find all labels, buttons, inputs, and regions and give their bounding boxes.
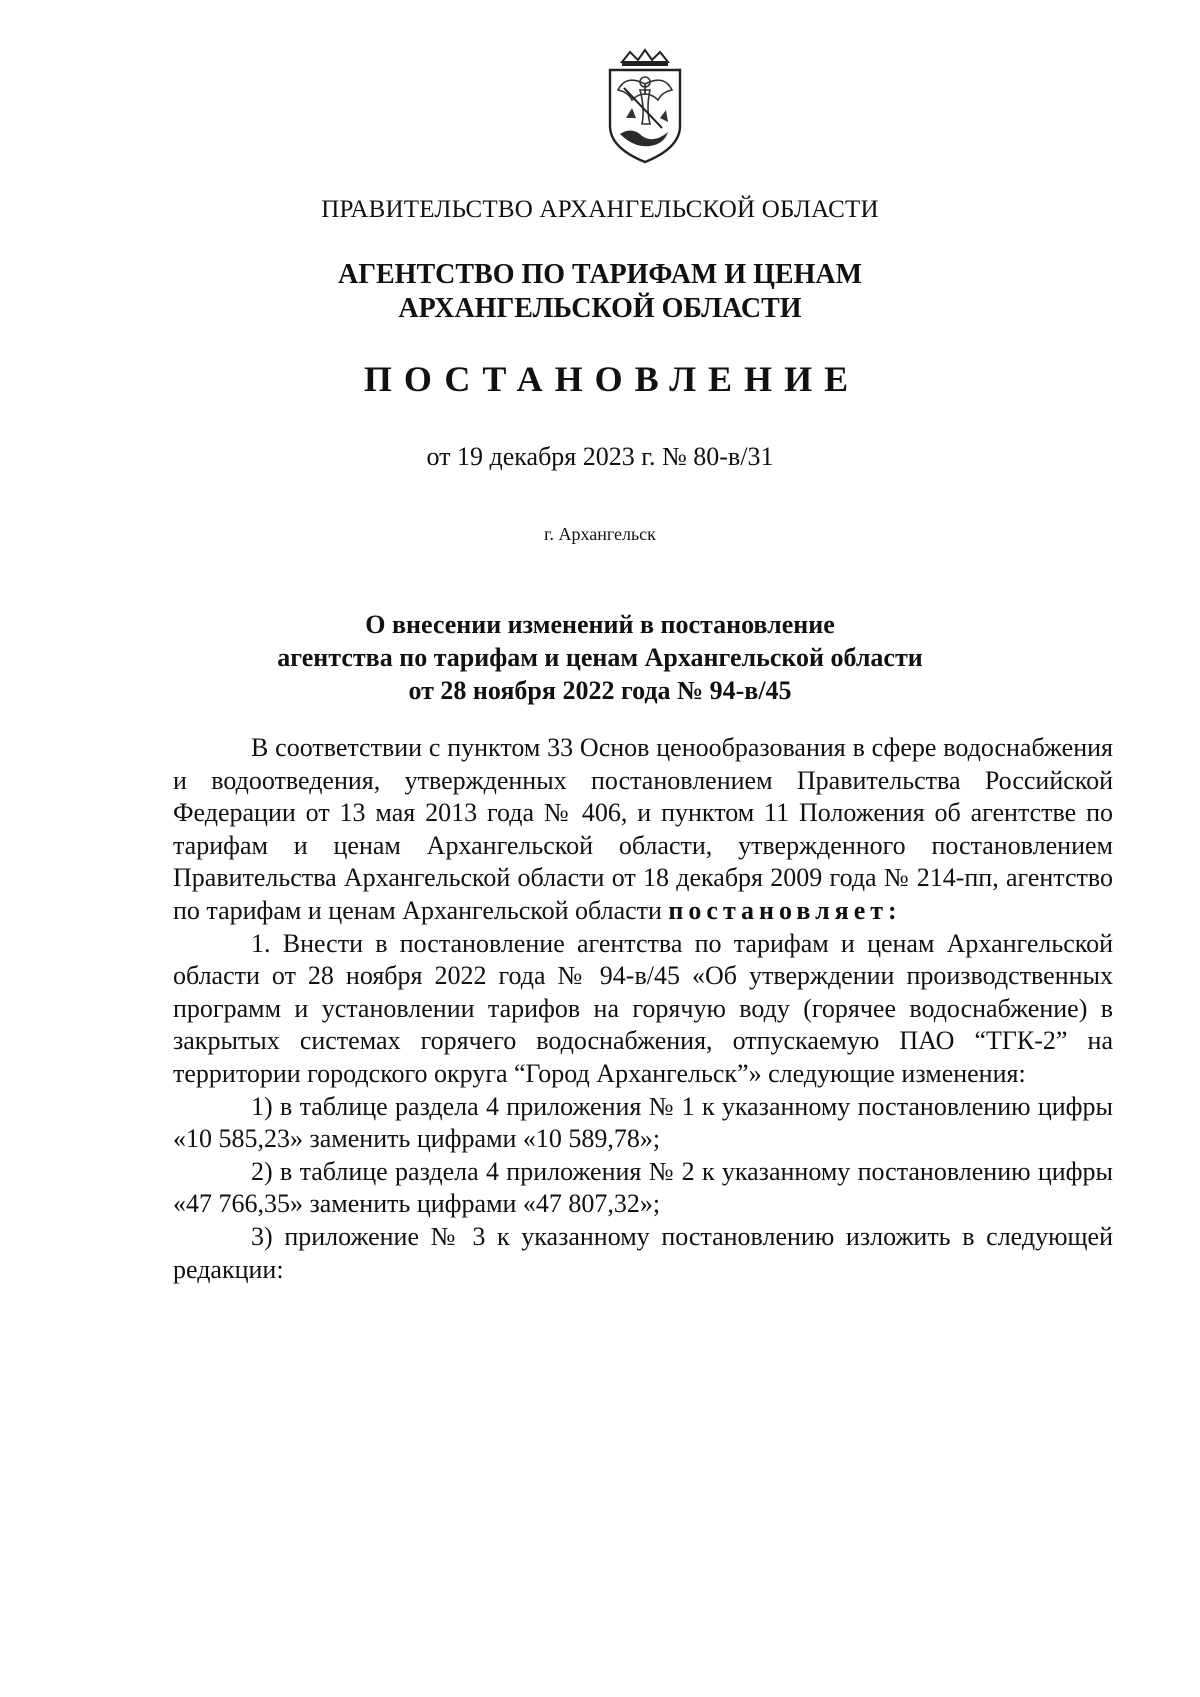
subject-line3: от 28 ноября 2022 года № 94-в/45 [408, 676, 792, 705]
subitem-2-paragraph: 2) в таблице раздела 4 приложения № 2 к указанному постановлению цифры «47 766,35» заменить цифрами «47 807,32»; [173, 1156, 1113, 1219]
preamble-text: В соответствии с пунктом 33 Основ ценообразования в сфере водоснабжения и водоотведения, утвержденных постановлением Правительства Российской Федерации от 13 мая 2013 года № 406, и пунктом 11 Положения об агентстве по тарифам и ценам Архангельской области, утвержденного постановлением Правительства Архангельской области от 18 декабря 2009 года № 214-пп, агентство по тарифам и ценам Архангельской области [173, 733, 1113, 925]
agency-title [0, 258, 1200, 326]
subject-line2: агентства по тарифам и ценам Архангельской области [277, 643, 923, 672]
item-1-paragraph: 1. Внести в постановление агентства по тарифам и ценам Архангельской области от 28 ноября 2022 года № 94-в/45 «Об утверждении производственных программ и установлении тарифов на горячую воду (горячее водоснабжение) в закрытых системах горячего водоснабжения, отпускаемую ПАО “ТГК-2” на территории городского округа “Город Архангельск”» следующие изменения: [173, 928, 1113, 1088]
subitem-3-paragraph: 3) приложение № 3 к указанному постановлению изложить в следующей редакции: [173, 1221, 1113, 1284]
decree-subject [0, 608, 1200, 707]
resolves-word: постановляет: [668, 895, 902, 925]
subject-line1: О внесении изменений в постановление [365, 610, 835, 639]
document-type-title: ПОСТАНОВЛЕНИЕ [363, 359, 861, 399]
decree-city: г. Архангельск [544, 524, 656, 544]
agency-title-line2: АРХАНГЕЛЬСКОЙ ОБЛАСТИ [398, 293, 802, 324]
subitem-1-paragraph: 1) в таблице раздела 4 приложения № 1 к указанному постановлению цифры «10 585,23» заменить цифрами «10 589,78»; [173, 1091, 1113, 1154]
government-title: ПРАВИТЕЛЬСТВО АРХАНГЕЛЬСКОЙ ОБЛАСТИ [321, 196, 879, 223]
decree-date-number: от 19 декабря 2023 г. № 80-в/31 [426, 442, 774, 471]
preamble-paragraph [173, 732, 1113, 928]
agency-title-line1: АГЕНТСТВО ПО ТАРИФАМ И ЦЕНАМ [337, 259, 863, 290]
decree-body [173, 732, 1113, 1286]
archangel-coat-of-arms-icon [602, 48, 688, 166]
